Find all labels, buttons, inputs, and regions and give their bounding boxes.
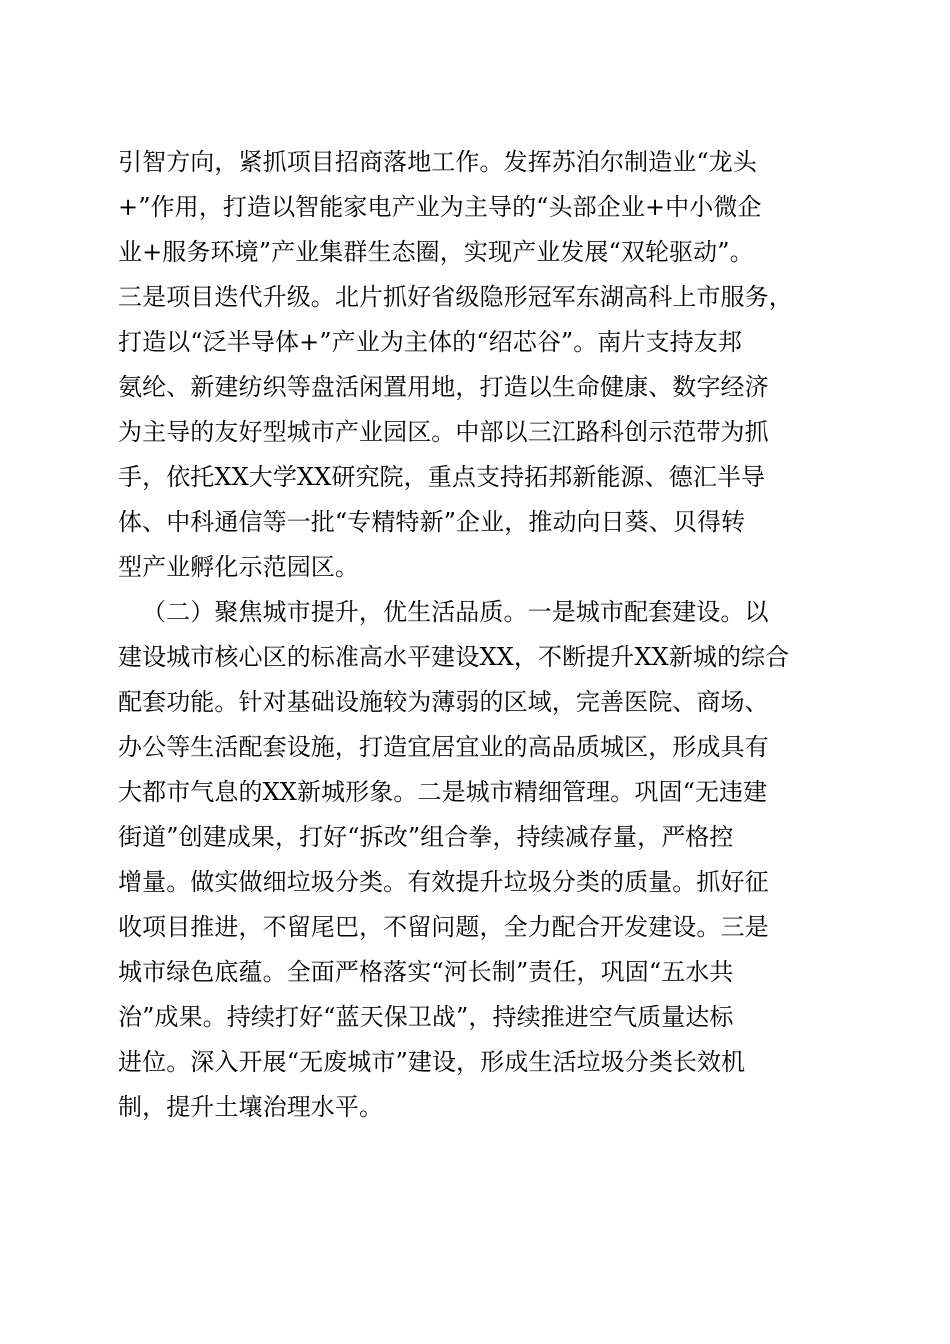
paragraph-2-line-12: 制，提升土壤治理水平。 — [118, 1093, 384, 1121]
paragraph-1-line-1: 引智方向，紧抓项目招商落地工作。发挥苏泊尔制造业“龙头 — [118, 148, 757, 176]
paragraph-1-line-4: 三是项目迭代升级。北片抓好省级隐形冠军东湖高科上市服务， — [118, 283, 793, 311]
paragraph-2-line-1: （二）聚焦城市提升，优生活品质。一是城市配套建设。以 — [142, 598, 769, 626]
paragraph-1-line-8: 手，依托XX大学XX研究院，重点支持拓邦新能源、德汇半导 — [118, 463, 766, 491]
paragraph-2-line-6: 街道”创建成果，打好“拆改”组合拳，持续减存量，严格控 — [118, 823, 734, 851]
paragraph-1-line-9: 体、中科通信等一批“专精特新”企业，推动向日葵、贝得转 — [118, 508, 746, 536]
paragraph-2-line-7: 增量。做实做细垃圾分类。有效提升垃圾分类的质量。抓好征 — [118, 868, 769, 896]
paragraph-2-line-3: 配套功能。针对基础设施较为薄弱的区域，完善医院、商场、 — [118, 688, 769, 716]
paragraph-1-line-6: 氨纶、新建纺织等盘活闲置用地，打造以生命健康、数字经济 — [118, 373, 769, 401]
paragraph-1-line-7: 为主导的友好型城市产业园区。中部以三江路科创示范带为抓 — [118, 418, 769, 446]
paragraph-1-line-3: 业+服务环境”产业集群生态圈，实现产业发展“双轮驱动”。 — [118, 238, 754, 266]
paragraph-2-line-10: 治”成果。持续打好“蓝天保卫战”，持续推进空气质量达标 — [118, 1003, 734, 1031]
paragraph-1-line-2: +”作用，打造以智能家电产业为主导的“头部企业+中小微企 — [118, 193, 762, 221]
paragraph-2-line-4: 办公等生活配套设施，打造宜居宜业的高品质城区，形成具有 — [118, 733, 769, 761]
paragraph-2-line-5: 大都市气息的XX新城形象。二是城市精细管理。巩固“无违建 — [118, 778, 768, 806]
paragraph-2-line-2: 建设城市核心区的标准高水平建设XX，不断提升XX新城的综合 — [118, 643, 790, 671]
paragraph-1-line-10: 型产业孵化示范园区。 — [118, 553, 359, 581]
paragraph-2-line-9: 城市绿色底蕴。全面严格落实“河长制”责任，巩固“五水共 — [118, 958, 734, 986]
paragraph-2-line-8: 收项目推进，不留尾巴，不留问题，全力配合开发建设。三是 — [118, 913, 769, 941]
paragraph-1-line-5: 打造以“泛半导体+”产业为主体的“绍芯谷”。南片支持友邦 — [118, 328, 742, 356]
paragraph-2-line-11: 进位。深入开展“无废城市”建设，形成生活垃圾分类长效机 — [118, 1048, 746, 1076]
